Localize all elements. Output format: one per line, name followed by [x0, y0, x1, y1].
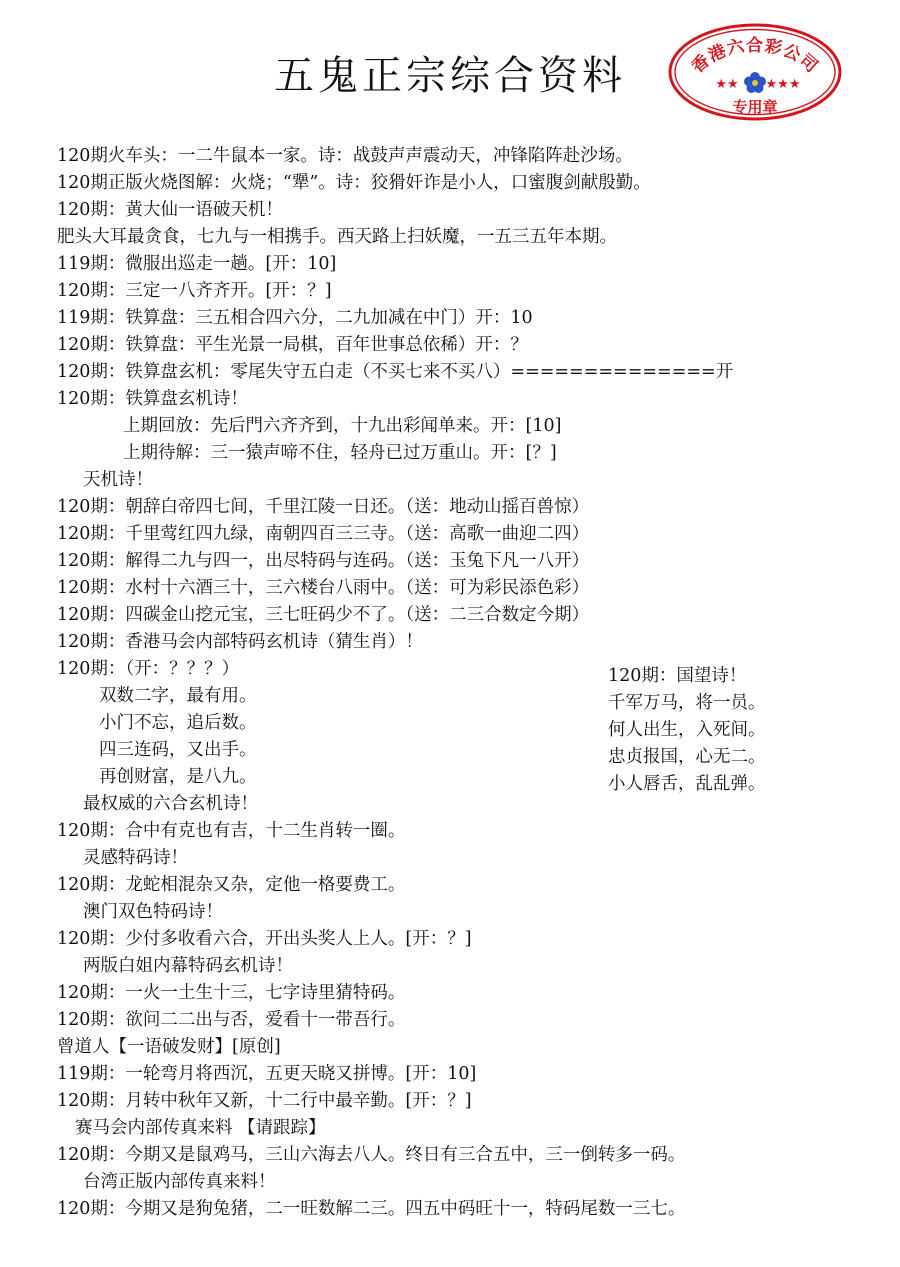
text-line: 120期：香港马会内部特码玄机诗（猜生肖）！ — [57, 632, 423, 652]
text-line: 120期：朝辞白帝四七间，千里江陵一日还。（送：地动山摇百兽惊） — [57, 497, 590, 517]
text-line: 119期：一轮弯月将西沉，五更天晓又拼博。[开：10] — [57, 1064, 477, 1084]
section-heading: 最权威的六合玄机诗！ — [83, 794, 258, 814]
poem-line: 忠贞报国，心无二。 — [608, 747, 766, 767]
text-line: 120期：解得二九与四一，出尽特码与连码。（送：玉兔下凡一八开） — [57, 551, 590, 571]
seal-stars: ★★ — [715, 77, 739, 92]
text-line: 119期：微服出巡走一趟。[开：10] — [57, 254, 337, 274]
seal-bottom-text: 专用章 — [732, 98, 778, 116]
text-line: 120期正版火烧图解：火烧；“犟”。诗：狡猾奸诈是小人，口蜜腹剑献殷勤。 — [57, 173, 651, 193]
text-line: 120期：一火一土生十三，七字诗里猜特码。 — [57, 983, 406, 1003]
text-line: 120期：铁算盘：平生光景一局棋，百年世事总依稀）开：？ — [57, 335, 528, 355]
text-line: 120期：合中有克也有吉，十二生肖转一圈。 — [57, 821, 406, 841]
text-line: 120期：铁算盘玄机：零尾失守五白走（不买七来不买八）==============开 — [57, 362, 734, 382]
text-line: 120期：水村十六酒三十，三六楼台八雨中。（送：可为彩民添色彩） — [57, 578, 590, 598]
text-line: 上期回放：先后門六齐齐到，十九出彩闻单来。开：[10] — [123, 416, 562, 436]
poem-line: 再创财富，是八九。 — [99, 767, 257, 787]
section-heading: 台湾正版内部传真来料！ — [83, 1172, 276, 1192]
text-line: 120期：今期又是狗兔猪，二一旺数解二三。四五中码旺十一，特码尾数一三七。 — [57, 1199, 686, 1219]
seal-stars: ★★★ — [765, 77, 801, 92]
section-heading: 赛马会内部传真来料 【请跟踪】 — [75, 1118, 326, 1138]
poem-line: 双数二字，最有用。 — [99, 686, 257, 706]
right-poem — [608, 663, 766, 798]
seal-top-text: 香港六合彩公司 — [688, 35, 822, 78]
section-heading: 澳门双色特码诗！ — [83, 902, 223, 922]
text-line: 上期待解：三一猿声啼不住，轻舟已过万重山。开：[？] — [123, 443, 557, 463]
text-line: 119期：铁算盘：三五相合四六分，二九加减在中门）开：10 — [57, 308, 533, 328]
poem-line: 四三连码，又出手。 — [99, 740, 257, 760]
flower-icon — [744, 72, 766, 93]
text-line: 120期：今期又是鼠鸡马，三山六海去八人。终日有三合五中，三一倒转多一码。 — [57, 1145, 686, 1165]
section-heading: 两版白姐内幕特码玄机诗！ — [83, 956, 293, 976]
text-line: 肥头大耳最贪食，七九与一相携手。西天路上扫妖魔，一五三五年本期。 — [57, 227, 617, 247]
seal-stamp — [667, 22, 843, 122]
poem-line: 千军万马，将一员。 — [608, 693, 766, 713]
text-line: 120期：千里莺红四九绿，南朝四百三三寺。（送：高歌一曲迎二四） — [57, 524, 590, 544]
poem-line: 何人出生，入死间。 — [608, 720, 766, 740]
text-line: 120期：（开：？？？） — [57, 659, 240, 679]
text-line: 120期：铁算盘玄机诗！ — [57, 389, 248, 409]
section-heading: 灵感特码诗！ — [83, 848, 188, 868]
text-line: 120期：欲问二二出与否，爱看十一带吾行。 — [57, 1010, 406, 1030]
text-line: 120期：三定一八齐齐开。[开：？] — [57, 281, 332, 301]
poem-heading: 120期：国望诗！ — [608, 666, 747, 686]
text-line: 120期：四碳金山挖元宝，三七旺码少不了。（送：二三合数定今期） — [57, 605, 590, 625]
text-line: 120期：黄大仙一语破天机！ — [57, 200, 283, 220]
text-line: 120期：龙蛇相混杂又杂，定他一格要费工。 — [57, 875, 406, 895]
text-line: 120期火车头：一二牛鼠本一家。诗：战鼓声声震动天，冲锋陷阵赴沙场。 — [57, 146, 633, 166]
section-heading: 曾道人【一语破发财】[原创] — [57, 1037, 281, 1057]
text-line: 120期：月转中秋年又新，十二行中最辛勤。[开：？] — [57, 1091, 472, 1111]
poem-line: 小门不忘，追后数。 — [99, 713, 257, 733]
section-heading: 天机诗！ — [83, 470, 153, 490]
page-title: 五鬼正宗综合资料 — [274, 53, 626, 99]
text-line: 120期：少付多收看六合，开出头奖人上人。[开：？] — [57, 929, 472, 949]
poem-line: 小人唇舌，乱乱弹。 — [608, 774, 766, 794]
